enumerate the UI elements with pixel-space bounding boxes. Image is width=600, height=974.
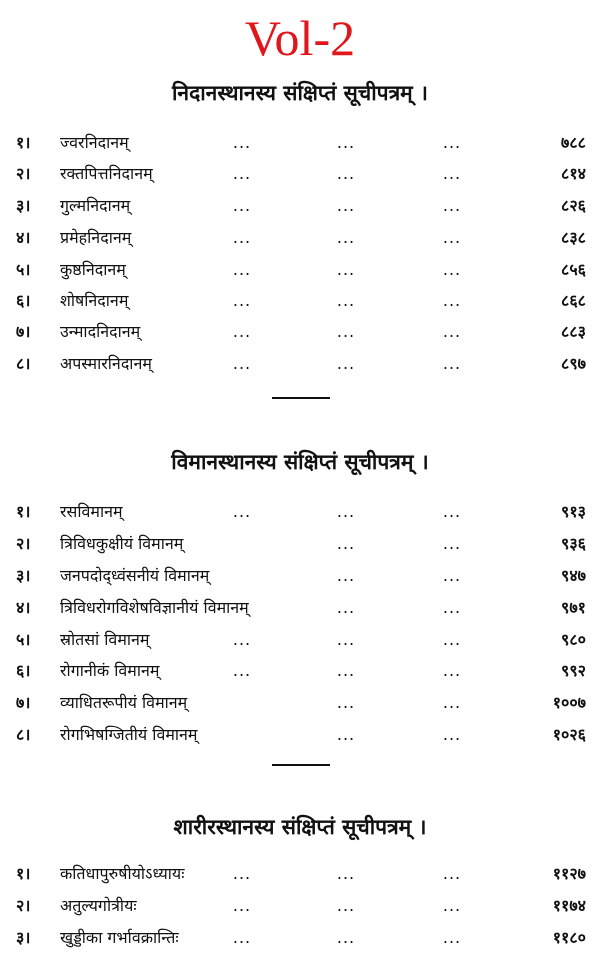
page-number: ७८८ xyxy=(561,133,586,152)
leader-dots: ... xyxy=(232,164,252,183)
list-item xyxy=(0,688,600,718)
leader-dots: ... xyxy=(336,693,356,712)
section-heading-nidana: निदानस्थानस्य संक्षिप्तं सूचीपत्रम् । xyxy=(171,80,429,105)
leader-dots: ... xyxy=(442,864,462,883)
item-title: रसविमानम् xyxy=(60,502,123,521)
item-number: ४। xyxy=(16,228,31,247)
leader-dots: ... xyxy=(336,598,356,617)
leader-dots: ... xyxy=(232,630,252,649)
leader-dots: ... xyxy=(442,896,462,915)
page-number: ९७१ xyxy=(561,598,586,617)
leader-dots: ... xyxy=(442,566,462,585)
page-number: ९४७ xyxy=(561,566,586,585)
leader-dots: ... xyxy=(442,928,462,947)
page-number: ९१३ xyxy=(561,502,586,521)
item-title: खुड्डीका गर्भावक्रान्तिः xyxy=(60,928,179,947)
leader-dots: ... xyxy=(336,228,356,247)
page-number: ८५६ xyxy=(561,260,586,279)
list-item xyxy=(0,223,600,253)
list-item xyxy=(0,497,600,527)
leader-dots: ... xyxy=(442,228,462,247)
list-item xyxy=(0,159,600,189)
page-number: ९८० xyxy=(561,630,586,649)
leader-dots: ... xyxy=(232,864,252,883)
leader-dots: ... xyxy=(336,322,356,341)
list-item xyxy=(0,859,600,889)
item-title: अपस्मारनिदानम् xyxy=(60,354,152,373)
item-title: कुष्ठनिदानम् xyxy=(60,260,126,279)
leader-dots: ... xyxy=(336,291,356,310)
item-title: रोगभिषग्जितीयं विमानम् xyxy=(60,725,198,744)
item-number: १। xyxy=(16,133,31,152)
section-divider xyxy=(272,764,330,766)
page-number: ९३६ xyxy=(561,534,586,553)
leader-dots: ... xyxy=(442,534,462,553)
item-number: २। xyxy=(16,164,31,183)
leader-dots: ... xyxy=(232,928,252,947)
leader-dots: ... xyxy=(232,896,252,915)
item-title: गुल्मनिदानम् xyxy=(60,196,131,215)
page-number: ११२७ xyxy=(552,864,586,883)
leader-dots: ... xyxy=(336,928,356,947)
leader-dots: ... xyxy=(232,502,252,521)
item-number: ३। xyxy=(16,196,31,215)
page-number: ८९७ xyxy=(561,354,586,373)
leader-dots: ... xyxy=(336,534,356,553)
leader-dots: ... xyxy=(442,291,462,310)
list-item xyxy=(0,286,600,316)
item-number: १। xyxy=(16,502,31,521)
leader-dots: ... xyxy=(442,630,462,649)
list-item xyxy=(0,656,600,686)
item-title: रक्तपित्तनिदानम् xyxy=(60,164,153,183)
leader-dots: ... xyxy=(336,164,356,183)
volume-label: Vol-2 xyxy=(244,10,356,66)
leader-dots: ... xyxy=(442,725,462,744)
leader-dots: ... xyxy=(442,196,462,215)
leader-dots: ... xyxy=(442,322,462,341)
leader-dots: ... xyxy=(232,322,252,341)
page-number: ८३८ xyxy=(561,228,586,247)
leader-dots: ... xyxy=(232,228,252,247)
list-item xyxy=(0,923,600,953)
item-title: उन्मादनिदानम् xyxy=(60,322,141,341)
page-number: ११७४ xyxy=(552,896,586,915)
list-item xyxy=(0,720,600,750)
item-title: कतिधापुरुषीयोऽध्यायः xyxy=(60,864,185,883)
leader-dots: ... xyxy=(336,354,356,373)
item-number: ३। xyxy=(16,566,31,585)
item-number: ८। xyxy=(16,354,31,373)
item-title: जनपदोद्ध्वंसनीयं विमानम् xyxy=(60,566,210,585)
page-number: ८८३ xyxy=(561,322,586,341)
list-item xyxy=(0,317,600,347)
item-title: व्याधितरूपीयं विमानम् xyxy=(60,693,188,712)
leader-dots: ... xyxy=(336,661,356,680)
leader-dots: ... xyxy=(336,133,356,152)
leader-dots: ... xyxy=(442,354,462,373)
leader-dots: ... xyxy=(232,196,252,215)
item-number: ७। xyxy=(16,693,31,712)
list-item xyxy=(0,349,600,379)
leader-dots: ... xyxy=(232,260,252,279)
item-title: त्रिविधरोगविशेषविज्ञानीयं विमानम् xyxy=(60,598,249,617)
item-title: त्रिविधकुक्षीयं विमानम् xyxy=(60,534,184,553)
item-number: ५। xyxy=(16,630,31,649)
item-title: ज्वरनिदानम् xyxy=(60,133,129,152)
page-number: ९९२ xyxy=(561,661,586,680)
item-number: ४। xyxy=(16,598,31,617)
list-item xyxy=(0,561,600,591)
list-item xyxy=(0,191,600,221)
item-number: २। xyxy=(16,534,31,553)
item-title: स्रोतसां विमानम् xyxy=(60,630,150,649)
item-number: ६। xyxy=(16,291,31,310)
leader-dots: ... xyxy=(442,693,462,712)
item-number: ५। xyxy=(16,260,31,279)
item-number: १। xyxy=(16,864,31,883)
leader-dots: ... xyxy=(232,291,252,310)
leader-dots: ... xyxy=(442,661,462,680)
item-title: अतुल्यगोत्रीयः xyxy=(60,896,137,915)
page-number: ८२६ xyxy=(561,196,586,215)
leader-dots: ... xyxy=(336,196,356,215)
leader-dots: ... xyxy=(232,133,252,152)
section-divider xyxy=(272,397,330,399)
item-number: ६। xyxy=(16,661,31,680)
list-item xyxy=(0,891,600,921)
page-number: १०२६ xyxy=(552,725,586,744)
item-number: ८। xyxy=(16,725,31,744)
section-heading-vimana: विमानस्थानस्य संक्षिप्तं सूचीपत्रम् । xyxy=(171,449,429,474)
leader-dots: ... xyxy=(336,630,356,649)
leader-dots: ... xyxy=(442,598,462,617)
item-number: ७। xyxy=(16,322,31,341)
page-number: ८६८ xyxy=(561,291,586,310)
leader-dots: ... xyxy=(336,260,356,279)
leader-dots: ... xyxy=(336,566,356,585)
leader-dots: ... xyxy=(336,864,356,883)
leader-dots: ... xyxy=(442,164,462,183)
list-item xyxy=(0,625,600,655)
list-item xyxy=(0,529,600,559)
leader-dots: ... xyxy=(232,661,252,680)
item-number: २। xyxy=(16,896,31,915)
leader-dots: ... xyxy=(232,354,252,373)
list-item xyxy=(0,128,600,158)
item-number: ३। xyxy=(16,928,31,947)
section-heading-sharira: शारीरस्थानस्य संक्षिप्तं सूचीपत्रम् । xyxy=(173,814,427,839)
leader-dots: ... xyxy=(442,260,462,279)
list-item xyxy=(0,593,600,623)
page-number: ८१४ xyxy=(561,164,586,183)
leader-dots: ... xyxy=(442,133,462,152)
page-number: १००७ xyxy=(552,693,586,712)
leader-dots: ... xyxy=(336,725,356,744)
item-title: रोगानीकं विमानम् xyxy=(60,661,160,680)
list-item xyxy=(0,255,600,285)
leader-dots: ... xyxy=(336,502,356,521)
item-title: शोषनिदानम् xyxy=(60,291,129,310)
leader-dots: ... xyxy=(336,896,356,915)
item-title: प्रमेहनिदानम् xyxy=(60,228,132,247)
leader-dots: ... xyxy=(442,502,462,521)
page-number: ११८० xyxy=(552,928,586,947)
